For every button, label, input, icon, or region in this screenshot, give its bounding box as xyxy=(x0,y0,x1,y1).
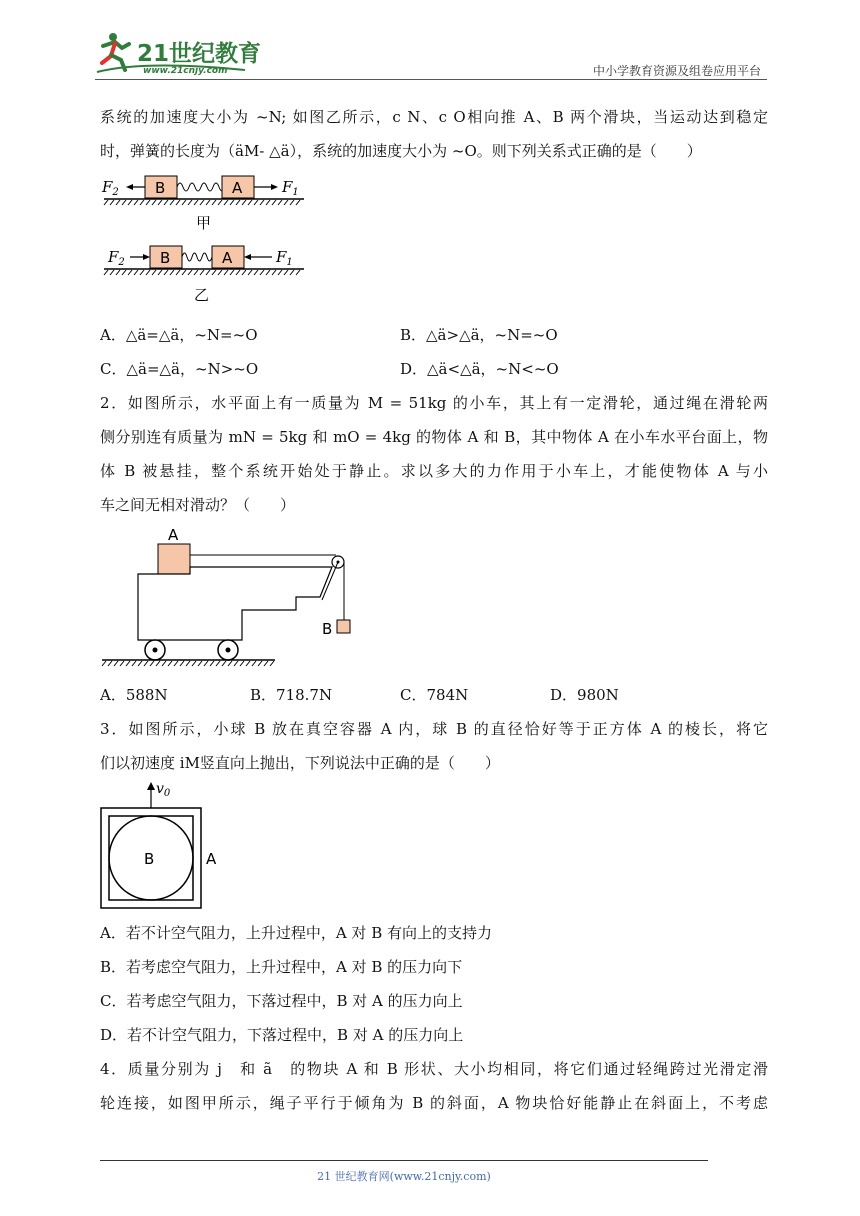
q2-line-4: 车之间无相对滑动？（ ） xyxy=(100,496,296,514)
q2-option-a[interactable]: A．588N xyxy=(100,686,168,704)
block-a xyxy=(158,544,190,574)
block-b-label: B xyxy=(322,620,333,638)
q2-option-d[interactable]: D．980N xyxy=(550,686,619,704)
arrow-left-icon xyxy=(126,184,133,190)
force-f1-label: $F_1$ xyxy=(276,248,293,268)
q1-figure xyxy=(100,170,320,318)
q3-option-d[interactable]: D．若不计空气阻力，下落过程中，B 对 A 的压力向上 xyxy=(100,1026,464,1044)
q4-line-2: 轮连接，如图甲所示，绳子平行于倾角为 B 的斜面，A 物块恰好能静止在斜面上，不考虑 xyxy=(100,1094,768,1112)
q3-option-a[interactable]: A．若不计空气阻力，上升过程中，A 对 B 有向上的支持力 xyxy=(100,924,492,942)
q1-line-1: 系统的加速度大小为 ~N; 如图乙所示，c N、c O相向推 A、B 两个滑块，当运动达到稳定 xyxy=(100,108,768,126)
block-b-label: B xyxy=(155,179,166,197)
q1-options-row-2 xyxy=(100,352,768,386)
block-b xyxy=(337,620,350,633)
arrow-right-icon xyxy=(271,184,278,190)
q1-options-row-1 xyxy=(100,318,768,352)
figure-jia xyxy=(101,176,304,232)
logo-url: www.21cnjy.com xyxy=(143,66,228,76)
figure-jia-caption: 甲 xyxy=(196,214,212,232)
page-header xyxy=(95,30,767,80)
q3-option-b[interactable]: B．若考虑空气阻力，上升过程中，A 对 B 的压力向下 xyxy=(100,958,463,976)
q2-option-b[interactable]: B．718.7N xyxy=(250,686,333,704)
q1-option-a[interactable]: A．△ä=△ä，~N=~O xyxy=(100,326,258,344)
q3-option-c[interactable]: C．若考虑空气阻力，下落过程中，B 对 A 的压力向上 xyxy=(100,992,463,1010)
site-name: 中小学教育资源及组卷应用平台 xyxy=(592,64,761,78)
force-f2-label: $F_2$ xyxy=(102,178,119,198)
q4-line-1: 4．质量分别为 j 和 ã 的物块 A 和 B 形状、大小均相同，将它们通过轻绳跨过光滑定滑 xyxy=(100,1060,768,1078)
block-a-label: A xyxy=(222,249,233,267)
logo-text: 21世纪教育 xyxy=(137,41,262,67)
footer-text[interactable]: 21 世纪教育网(www.21cnjy.com) xyxy=(317,1170,491,1183)
q2-option-c[interactable]: C．784N xyxy=(400,686,469,704)
q2-figure xyxy=(100,522,360,678)
q2-options-row xyxy=(100,678,768,712)
figure-yi-caption: 乙 xyxy=(194,286,210,304)
q1-option-b[interactable]: B．△ä>△ä，~N=~O xyxy=(400,326,558,344)
ball-b-label: B xyxy=(144,850,155,868)
figure-yi xyxy=(104,246,304,304)
force-f2-label: $F_2$ xyxy=(108,248,125,268)
q3-line-2: 们以初速度 iM竖直向上抛出，下列说法中正确的是（ ） xyxy=(100,754,500,772)
arrow-left-icon xyxy=(244,254,251,260)
footer-divider xyxy=(100,1160,708,1161)
q3-line-1: 3．如图所示，小球 B 放在真空容器 A 内，球 B 的直径恰好等于正方体 A 的棱长，将它 xyxy=(100,720,768,738)
q2-line-3: 体 B 被悬挂，整个系统开始处于静止。求以多大的力作用于小车上，才能使物体 A 与小 xyxy=(100,462,768,480)
arrow-right-icon xyxy=(143,254,150,260)
q2-line-1: 2．如图所示，水平面上有一质量为 M = 51kg 的小车，其上有一定滑轮，通过绳在滑轮两 xyxy=(100,394,768,412)
arrow-up-icon xyxy=(147,782,155,790)
cart-body xyxy=(138,567,332,640)
block-a-label: A xyxy=(168,526,179,544)
block-a-label: A xyxy=(232,179,243,197)
q1-line-2: 时，弹簧的长度为（äM- △ä），系统的加速度大小为 ~O。则下列关系式正确的是（ ） xyxy=(100,142,702,160)
q1-option-c[interactable]: C．△ä=△ä，~N>~O xyxy=(100,360,259,378)
site-logo[interactable] xyxy=(95,30,265,76)
header-divider xyxy=(95,79,767,80)
force-f1-label: $F_1$ xyxy=(282,178,299,198)
velocity-label: $v_0$ xyxy=(156,781,171,799)
container-a-label: A xyxy=(206,850,217,868)
q1-option-d[interactable]: D．△ä<△ä，~N<~O xyxy=(400,360,559,378)
question-content xyxy=(100,100,768,1120)
q2-line-2: 侧分别连有质量为 mN = 5kg 和 mO = 4kg 的物体 A 和 B，其中物体 A 在小车水平台面上，物 xyxy=(100,428,768,446)
block-b-label: B xyxy=(160,249,171,267)
q3-figure xyxy=(100,780,240,916)
